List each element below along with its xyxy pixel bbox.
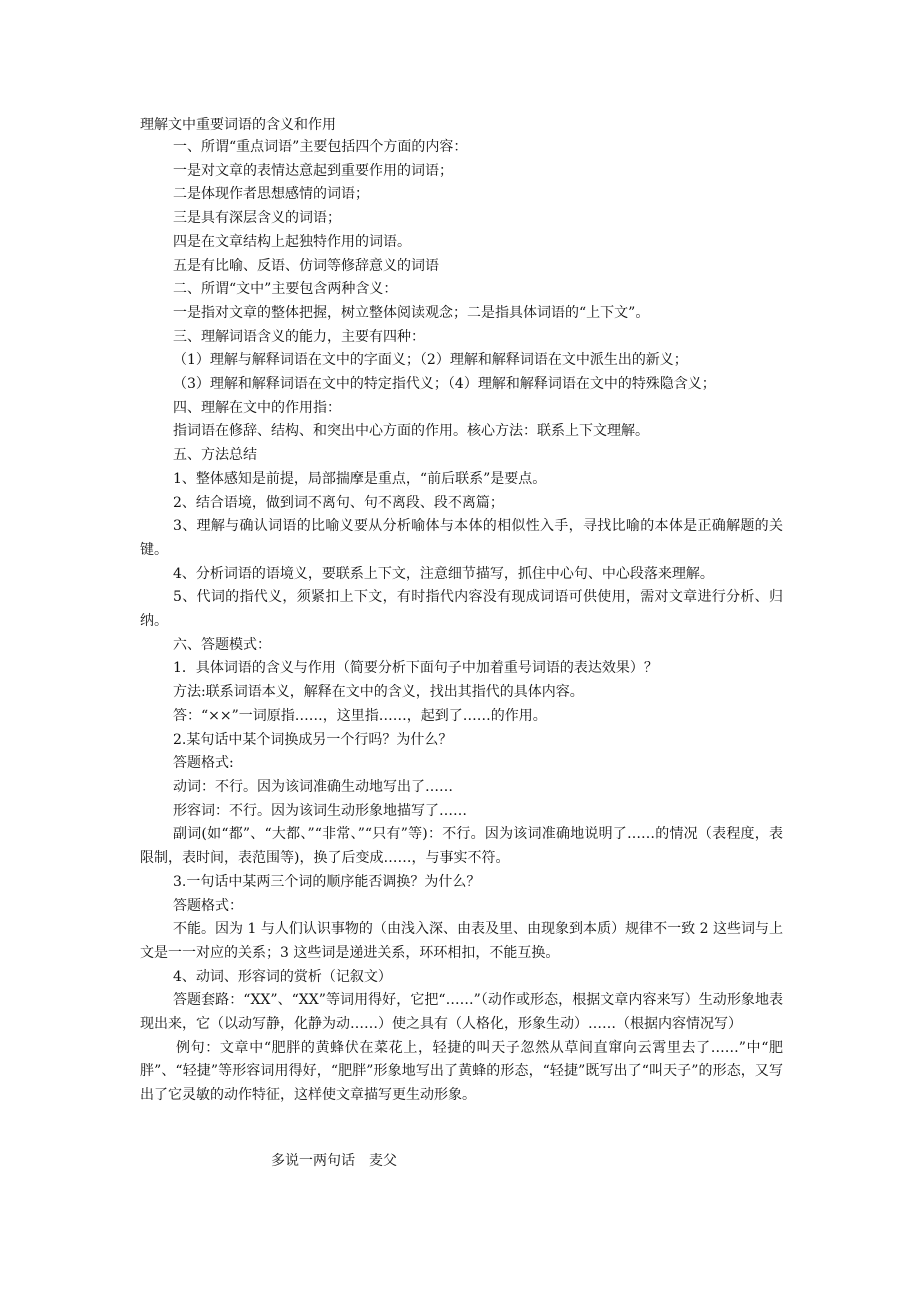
document-body: [140, 136, 783, 1108]
paragraph: 3.一句话中某两三个词的顺序能否调换？为什么？: [173, 873, 481, 890]
paragraph: 三是具有深层含义的词语；: [173, 210, 341, 227]
paragraph: 4、分析词语的语境义，要联系上下文，注意细节描写，抓住中心句、中心段落来理解。: [173, 565, 714, 582]
paragraph: 副词(如“都”、“大都、”“非常、”“只有”等)：不行。因为该词准确地说明了……的情况（表程度，表限制，表时间，表范围等)，换了后变成……，与事实不符。: [140, 826, 783, 867]
paragraph: 四、理解在文中的作用指：: [173, 399, 341, 416]
paragraph: 二、所谓“文中”主要包含两种含义：: [173, 281, 398, 298]
paragraph: 一是对文章的表情达意起到重要作用的词语；: [173, 162, 453, 179]
signature-line: 多说一两句话 麦父: [271, 1153, 397, 1169]
paragraph: 四是在文章结构上起独特作用的词语。: [173, 233, 411, 250]
paragraph: 答题格式:: [173, 755, 234, 772]
paragraph: 形容词：不行。因为该词生动形象地描写了……: [173, 802, 467, 819]
paragraph: 动词：不行。因为该词准确生动地写出了……: [173, 778, 453, 795]
paragraph: 一、所谓“重点词语”主要包括四个方面的内容：: [173, 139, 468, 155]
paragraph: （1）理解与解释词语在文中的字面义；（2）理解和解释词语在文中派生出的新义；: [173, 352, 688, 369]
paragraph: 答题套路：“XX”、“XX”等词用得好，它把“……”（动作或形态，根据文章内容来写）生动形象地表现出来，它（以动写静，化静为动……）使之具有（人格化，形象生动）……（根据内容情况写）: [140, 992, 783, 1033]
example-paragraph: 例句：文章中“肥胖的黄蜂伏在菜花上，轻捷的叫天子忽然从草间直窜向云霄里去了……”中“肥胖”、“轻捷”等形容词用得好，“肥胖”形象地写出了黄蜂的形态，“轻捷”既写出了“叫天子”的形态，又写出了它灵敏的动作特征，这样使文章描写更生动形象。: [140, 1039, 783, 1104]
paragraph: 不能。因为 1 与人们认识事物的（由浅入深、由表及里、由现象到本质）规律不一致 2 这些词与上文是一一对应的关系；3 这些词是递进关系，环环相扣，不能互换。: [140, 921, 783, 961]
paragraph: 二是体现作者思想感情的词语；: [173, 186, 369, 203]
paragraph: 答：“××”一词原指……，这里指……，起到了……的作用。: [173, 707, 547, 724]
paragraph: 方法:联系词语本义，解释在文中的含义，找出其指代的具体内容。: [173, 684, 584, 701]
paragraph: 2.某句话中某个词换成另一个行吗？为什么？: [173, 731, 453, 748]
paragraph: 六、答题模式：: [173, 636, 271, 653]
paragraph: 1、整体感知是前提，局部揣摩是重点，“前后联系”是要点。: [173, 470, 547, 487]
paragraph: 4、动词、形容词的赏析（记叙文）: [173, 968, 392, 985]
document-title: 理解文中重要词语的含义和作用: [140, 117, 336, 133]
paragraph: （3）理解和解释词语在文中的特定指代义；（4）理解和解释词语在文中的特殊隐含义；: [173, 376, 716, 393]
paragraph: 3、理解与确认词语的比喻义要从分析喻体与本体的相似性入手，寻找比喻的本体是正确解题的关键。: [140, 518, 783, 558]
paragraph: 五、方法总结: [173, 447, 257, 464]
paragraph: 三、理解词语含义的能力，主要有四种：: [173, 328, 425, 345]
paragraph: 五是有比喻、反语、仿词等修辞意义的词语: [173, 257, 439, 274]
paragraph: 2、结合语境，做到词不离句、句不离段、段不离篇；: [173, 494, 504, 511]
paragraph: 指词语在修辞、结构、和突出中心方面的作用。核心方法：联系上下文理解。: [173, 423, 649, 440]
paragraph: 答题格式：: [173, 897, 243, 914]
paragraph: 5、代词的指代义，须紧扣上下文，有时指代内容没有现成词语可供使用，需对文章进行分析、归纳。: [140, 589, 783, 630]
paragraph: 一是指对文章的整体把握，树立整体阅读观念；二是指具体词语的“上下文”。: [173, 304, 650, 321]
paragraph: 1．具体词语的含义与作用（简要分析下面句子中加着重号词语的表达效果）？: [173, 660, 658, 677]
